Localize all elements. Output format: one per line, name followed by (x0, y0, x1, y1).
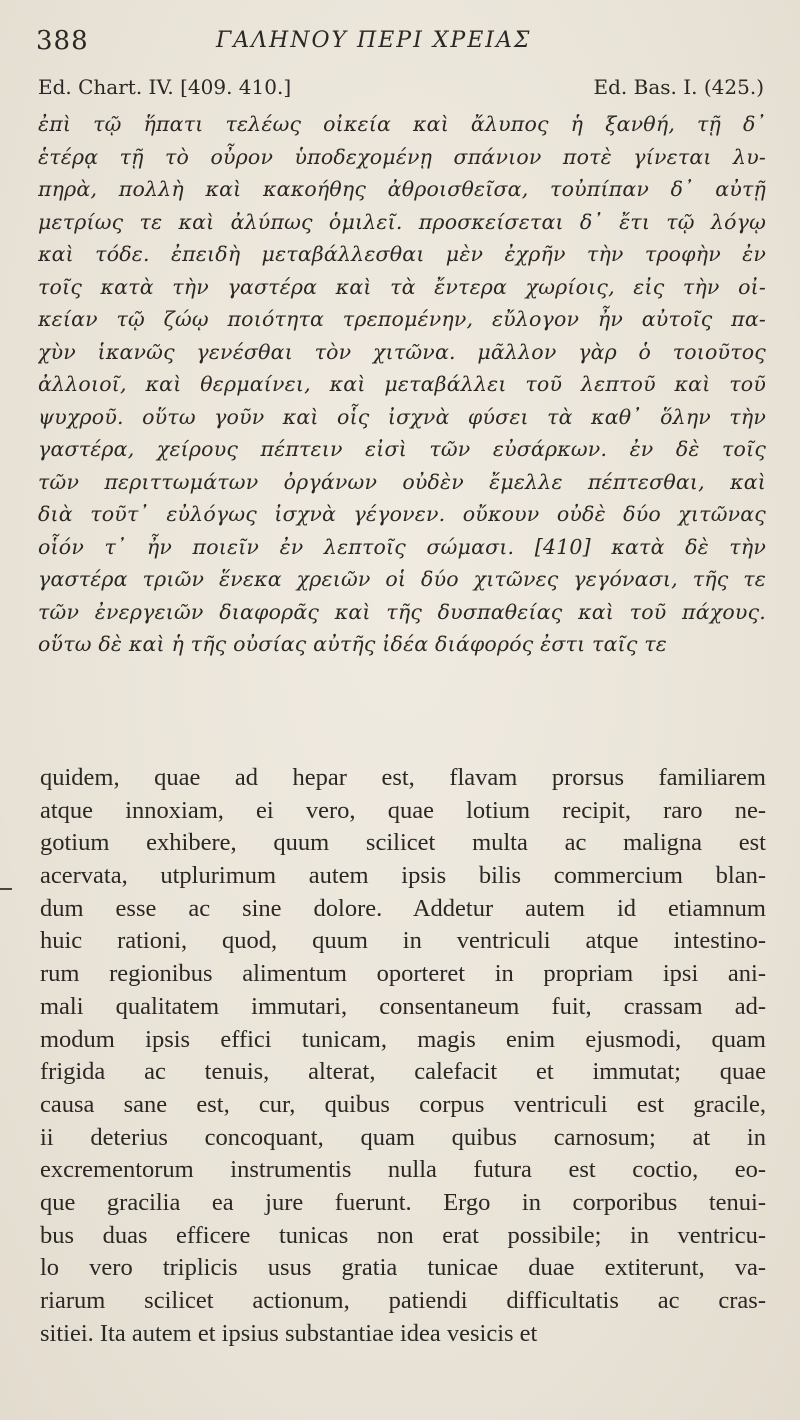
latin-text-line: sitiei. Ita autem et ipsius substantiae idea vesicis et (40, 1319, 538, 1347)
latin-text-line: gotium exhibere, quum scilicet multa ac maligna est (40, 829, 766, 857)
greek-text-line: ἑτέρᾳ τῇ τὸ οὖρον ὑποδεχομένῃ σπάνιον ποτὲ γίνεται λυ- (38, 144, 766, 169)
latin-text-block (40, 762, 766, 1350)
latin-text-line: mali qualitatem immutari, consentaneum fuit, crassam ad- (40, 992, 766, 1020)
latin-text-line: lo vero triplicis usus gratia tunicae duae extiterunt, va- (40, 1254, 766, 1282)
greek-text-line: πηρὰ, πολλὴ καὶ κακοήθης ἀθροισθεῖσα, τοὐπίπαν δ᾽ αὐτῇ (38, 177, 766, 201)
latin-text-line: huic rationi, quod, quum in ventriculi atque intestino- (40, 927, 766, 955)
latin-text-line: rum regionibus alimentum oporteret in propriam ipsi ani- (40, 960, 766, 988)
greek-text-line: γαστέρα, χείρους πέπτειν εἰσὶ τῶν εὐσάρκων. ἐν δὲ τοῖς (38, 437, 766, 461)
greek-text-line: οἷόν τ᾽ ἦν ποιεῖν ἐν λεπτοῖς σώμασι. [410] κατὰ δὲ τὴν (38, 534, 766, 559)
latin-text-line: modum ipsis effici tunicam, magis enim ejusmodi, quam (40, 1025, 766, 1053)
latin-text-line: excrementorum instrumentis nulla futura est coctio, eo- (40, 1156, 766, 1184)
greek-text-line: χὺν ἱκανῶς γενέσθαι τὸν χιτῶνα. μᾶλλον γὰρ ὁ τοιοῦτος (38, 339, 766, 364)
latin-text-line: atque innoxiam, ei vero, quae lotium recipit, raro ne- (40, 796, 766, 824)
edition-basel-reference: Ed. Bas. I. (425.) (593, 75, 764, 99)
margin-mark (0, 888, 12, 890)
edition-reference-line (38, 75, 764, 103)
greek-text-line: γαστέρα τριῶν ἕνεκα χρειῶν οἱ δύο χιτῶνες γεγόνασι, τῆς τε (38, 567, 766, 591)
latin-text-line: acervata, utplurimum autem ipsis bilis commercium blan- (40, 862, 766, 890)
latin-text-line: frigida ac tenuis, alterat, calefacit et immutat; quae (40, 1058, 766, 1086)
greek-text-line: ἀλλοιοῖ, καὶ θερμαίνει, καὶ μεταβάλλει τοῦ λεπτοῦ καὶ τοῦ (38, 372, 766, 396)
running-title: ΓΑΛΗΝΟΥ ΠΕΡΙ ΧΡΕΙΑΣ (216, 28, 532, 53)
greek-text-line: τοῖς κατὰ τὴν γαστέρα καὶ τὰ ἔντερα χωρίοις, εἰς τὴν οἰ- (38, 274, 766, 299)
latin-text-line: quidem, quae ad hepar est, flavam prorsus familiarem (40, 764, 766, 791)
greek-text-line: τῶν περιττωμάτων ὀργάνων οὐδὲν ἔμελλε πέπτεσθαι, καὶ (38, 469, 766, 494)
greek-text-line: διὰ τοῦτ᾽ εὐλόγως ἰσχνὰ γέγονεν. οὔκουν οὐδὲ δύο χιτῶνας (38, 502, 766, 526)
latin-text-line: dum esse ac sine dolore. Addetur autem id etiamnum (40, 894, 766, 922)
greek-text-line: οὕτω δὲ καὶ ἡ τῆς οὐσίας αὐτῆς ἰδέα διάφορός ἐστι ταῖς τε (38, 632, 668, 656)
latin-text-line: causa sane est, cur, quibus corpus ventriculi est gracile, (40, 1090, 766, 1118)
latin-text-line: que gracilia ea jure fuerunt. Ergo in corporibus tenui- (40, 1188, 766, 1216)
greek-text-line: ἐπὶ τῷ ἥπατι τελέως οἰκεία καὶ ἄλυπος ἡ ξανθή, τῇ δ᾽ (38, 112, 766, 136)
running-head (36, 26, 764, 62)
greek-text-block (38, 108, 766, 661)
edition-chartier-reference: Ed. Chart. IV. [409. 410.] (38, 75, 292, 99)
latin-text-line: bus duas efficere tunicas non erat possibile; in ventricu- (40, 1221, 766, 1249)
greek-text-line: ψυχροῦ. οὕτω γοῦν καὶ οἷς ἰσχνὰ φύσει τὰ καθ᾽ ὅλην τὴν (38, 404, 766, 429)
page-number: 388 (36, 26, 89, 56)
greek-text-line: κείαν τῷ ζώῳ ποιότητα τρεπομένην, εὔλογον ἦν αὐτοῖς πα- (38, 307, 766, 331)
latin-text-line: ii deterius concoquant, quam quibus carnosum; at in (40, 1123, 766, 1151)
greek-text-line: μετρίως τε καὶ ἀλύπως ὁμιλεῖ. προσκείσεται δ᾽ ἔτι τῷ λόγῳ (38, 209, 766, 234)
latin-text-line: riarum scilicet actionum, patiendi difficultatis ac cras- (40, 1287, 766, 1314)
greek-text-line: καὶ τόδε. ἐπειδὴ μεταβάλλεσθαι μὲν ἐχρῆν τὴν τροφὴν ἐν (38, 242, 766, 266)
greek-text-line: τῶν ἐνεργειῶν διαφορᾶς καὶ τῆς δυσπαθείας καὶ τοῦ πάχους. (38, 599, 766, 624)
